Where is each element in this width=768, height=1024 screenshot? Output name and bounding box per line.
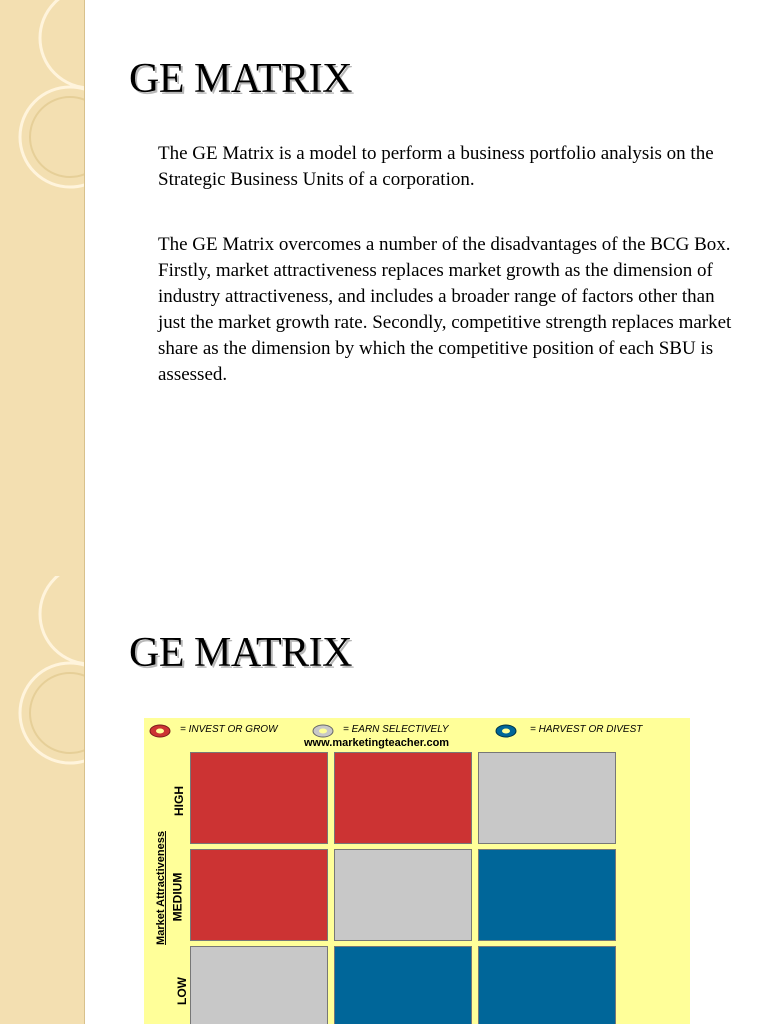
intro-paragraph: The GE Matrix is a model to perform a business portfolio analysis on the Strategic Business Units of a corporation. <box>158 143 714 190</box>
market-attractiveness-axis-label: Market Attractiveness <box>154 831 167 945</box>
invest-legend-swatch-icon <box>148 723 172 739</box>
matrix-cell-low-3 <box>478 946 616 1024</box>
matrix-cell-high-2 <box>334 752 472 844</box>
legend-invest-label: = INVEST OR GROW <box>180 724 278 735</box>
decorative-side-stripe <box>0 576 85 1024</box>
legend-earn-label: = EARN SELECTIVELY <box>343 724 449 735</box>
matrix-cell-high-1 <box>190 752 328 844</box>
matrix-cell-medium-2 <box>334 849 472 941</box>
decorative-side-stripe <box>0 0 85 576</box>
slide-2 <box>0 576 768 1024</box>
row-label-medium: MEDIUM <box>170 872 185 922</box>
website-credit: www.marketingteacher.com <box>304 737 450 749</box>
slide-title: GE MATRIX <box>129 56 352 102</box>
harvest-legend-swatch-icon <box>494 723 518 739</box>
decorative-rings-icon <box>0 0 84 576</box>
legend-harvest-label: = HARVEST OR DIVEST <box>530 724 643 735</box>
slide-title: GE MATRIX <box>129 630 352 676</box>
matrix-cell-high-3 <box>478 752 616 844</box>
matrix-cell-medium-3 <box>478 849 616 941</box>
ge-matrix-image <box>144 718 690 1024</box>
matrix-cell-low-2 <box>334 946 472 1024</box>
decorative-rings-icon <box>0 576 84 1024</box>
row-label-low: LOW <box>175 977 189 1005</box>
row-label-high: HIGH <box>172 786 186 816</box>
matrix-cell-low-1 <box>190 946 328 1024</box>
matrix-cell-medium-1 <box>190 849 328 941</box>
advantages-paragraph: The GE Matrix overcomes a number of the disadvantages of the BCG Box. Firstly, market attractiveness replaces market growth as the dimension of industry attractiveness, and includes a broader range of factors other than just the market growth rate. Secondly, competitive strength replaces market share as the dimension by which the competitive position of each SBU is assessed. <box>158 234 732 385</box>
